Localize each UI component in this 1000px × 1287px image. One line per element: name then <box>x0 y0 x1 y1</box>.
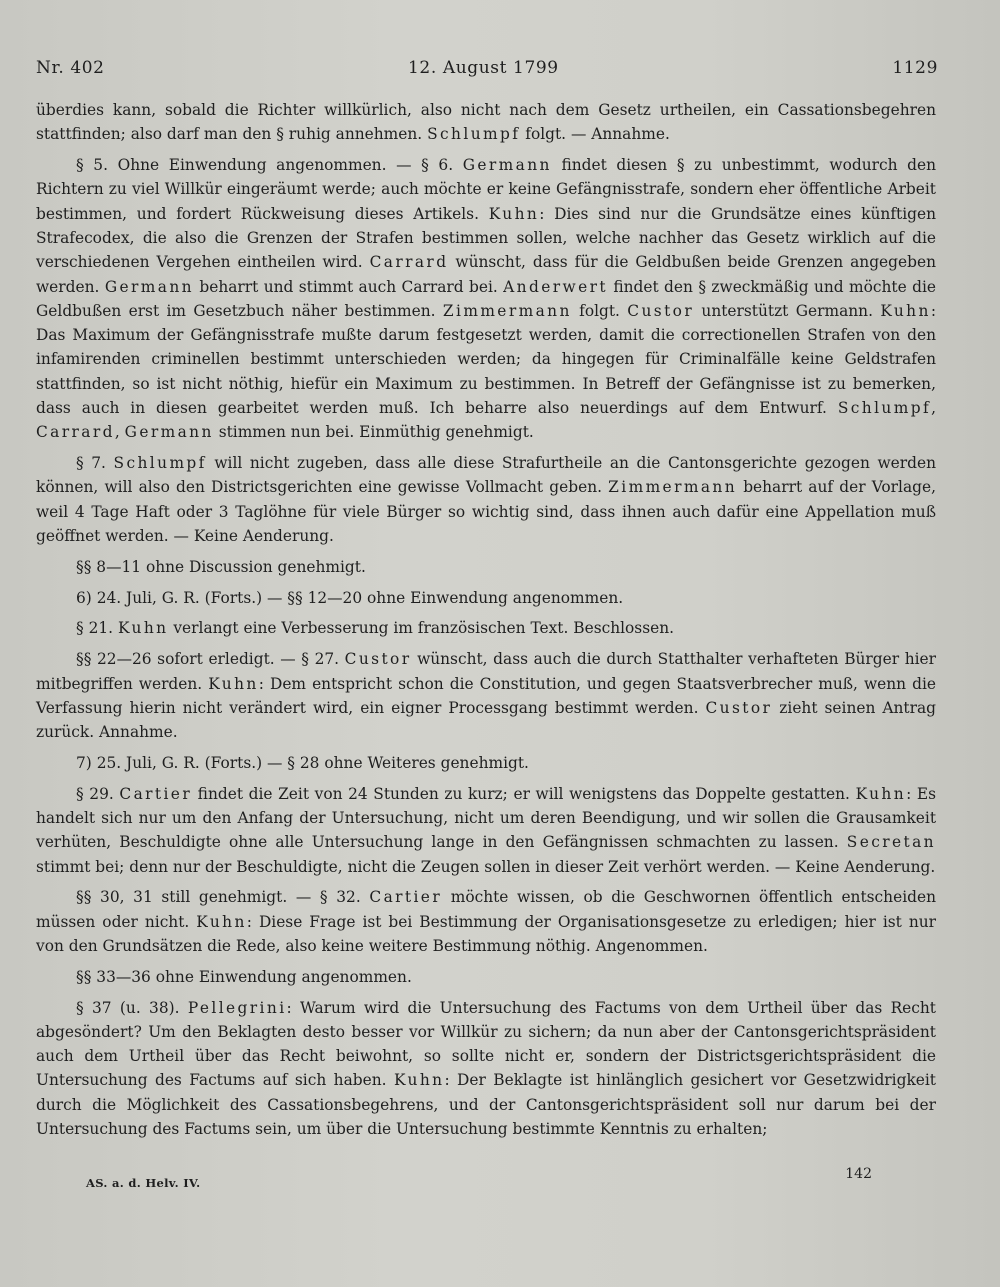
speaker-name: Cartier <box>369 888 443 907</box>
paragraph <box>36 751 936 775</box>
paragraph <box>36 555 936 579</box>
text-run: möchte wissen, ob die Geschwornen öffentlich entscheiden müssen oder nicht. <box>36 888 936 931</box>
paragraph <box>36 647 936 744</box>
paragraph <box>36 586 936 610</box>
text-run: stimmen nun bei. Einmüthig genehmigt. <box>213 423 534 442</box>
text-run: verlangt eine Verbesserung im französischen Text. Beschlossen. <box>168 619 675 638</box>
speaker-name: Zimmermann <box>442 301 572 320</box>
speaker-name: Schlumpf <box>837 399 932 418</box>
speaker-name: Kuhn <box>208 674 259 693</box>
text-run: : Dem entspricht schon die Constitution, und gegen Staatsverbrecher muß, wenn die Verfassung hierin nicht verändert wird, ein eigner Processgang bestimmt werden. <box>36 674 936 717</box>
speaker-name: Schlumpf <box>427 125 521 144</box>
speaker-name: Custor <box>344 650 412 669</box>
paragraph <box>36 616 936 640</box>
paragraph <box>36 98 936 147</box>
speaker-name: Kuhn <box>196 912 247 931</box>
speaker-name: Cartier <box>119 784 193 803</box>
text-run: § 29. <box>76 784 120 803</box>
text-run: will nicht zugeben, dass alle diese Strafurtheile an die Cantonsgerichte gezogen werden können, will also den Districtsgerichten eine gewisse Vollmacht geben. <box>36 454 936 497</box>
text-run: folgt. — Annahme. <box>520 125 670 144</box>
speaker-name: Kuhn <box>393 1071 445 1090</box>
text-run: § 5. Ohne Einwendung angenommen. — § 6. <box>76 156 463 175</box>
text-run: überdies kann, sobald die Richter willkürlich, also nicht nach dem Gesetz urtheilen, ein Cassationsbegehren stattfinden; also darf man den § ruhig annehmen. <box>36 101 936 144</box>
text-run: unterstützt Germann. <box>694 301 881 320</box>
text-run: § 7. <box>76 454 114 473</box>
text-run: § 21. <box>76 619 118 638</box>
speaker-name: Schlumpf <box>113 454 207 473</box>
document-number: Nr. 402 <box>36 58 105 78</box>
text-run: , <box>114 423 125 442</box>
speaker-name: Kuhn <box>855 784 907 803</box>
text-run: findet den § zweckmäßig und möchte die Geldbußen erst im Gesetzbuch näher bestimmen. <box>36 277 937 320</box>
text-run: beharrt und stimmt auch Carrard bei. <box>193 277 504 296</box>
body-text <box>36 98 936 1148</box>
text-run: findet die Zeit von 24 Stunden zu kurz; er will wenigstens das Doppelte gestatten. <box>192 784 856 803</box>
paragraph <box>36 996 936 1142</box>
speaker-name: Kuhn <box>117 619 169 638</box>
text-run: §§ 22—26 sofort erledigt. — § 27. <box>76 650 345 669</box>
text-run: wünscht, dass auch die durch Statthalter verhafteten Bürger hier mitbegriffen werden. <box>36 650 937 693</box>
speaker-name: Custor <box>627 301 695 320</box>
text-run: zieht seinen Antrag zurück. Annahme. <box>36 698 937 742</box>
text-run: findet diesen § zu unbestimmt, wodurch den Richtern zu viel Willkür eingeräumt werde; auch möchte er keine Gefängnisstrafe, sondern eher öffentliche Arbeit bestimmen, und fordert Rückweisung dieses Artikels. <box>36 156 936 223</box>
text-run: stimmt bei; denn nur der Beschuldigte, nicht die Zeugen sollen in dieser Zeit verhört werden. — Keine Aenderung. <box>36 857 936 876</box>
speaker-name: Kuhn <box>880 301 931 320</box>
speaker-name: Germann <box>104 277 194 296</box>
speaker-name: Zimmermann <box>608 478 738 497</box>
paragraph <box>36 153 936 445</box>
text-run: : Warum wird die Untersuchung des Factums von dem Urtheil über das Recht abgesöndert? Um den Beklagten desto besser vor Willkür zu sichern; da nun aber der Cantonsgerichtspräsident auch dem Urtheil über das Recht beiwohnt, so sollte nicht er, sondern der Districtsgerichtspräsident die Untersuchung des Factums auf sich haben. <box>36 998 936 1090</box>
text-run: folgt. <box>571 301 628 320</box>
page-header <box>36 58 938 84</box>
signature-number: 142 <box>845 1166 872 1182</box>
text-run: § 37 (u. 38). <box>76 998 188 1017</box>
speaker-name: Germann <box>124 423 214 442</box>
text-run: , <box>931 399 936 418</box>
text-run: : Der Beklagte ist hinlänglich gesichert vor Gesetzwidrigkeit durch die Möglichkeit des Cassationsbegehrens, und der Cantonsgerichtspräsident soll nur darum bei der Untersuchung des Factums sein, um über die Untersuchung bestimmte Kenntnis zu erhalten; <box>36 1071 936 1139</box>
speaker-name: Carrard <box>369 253 449 272</box>
header-date: 12. August 1799 <box>408 58 559 78</box>
text-run: 6) 24. Juli, G. R. (Forts.) — §§ 12—20 ohne Einwendung angenommen. <box>76 588 624 607</box>
signature-mark: AS. a. d. Helv. IV. <box>86 1176 201 1190</box>
speaker-name: Pellegrini <box>187 998 287 1017</box>
speaker-name: Secretan <box>846 833 936 852</box>
speaker-name: Kuhn <box>488 204 540 223</box>
page-number: 1129 <box>892 58 938 78</box>
text-run: beharrt auf der Vorlage, weil 4 Tage Haft oder 3 Taglöhne für viele Bürger so wichtig sind, dass ihnen auch dafür eine Appellation muß geöffnet werden. — Keine Aenderung. <box>36 478 936 546</box>
text-run: §§ 33—36 ohne Einwendung angenommen. <box>76 967 412 986</box>
text-run: §§ 30, 31 still genehmigt. — § 32. <box>76 888 370 907</box>
speaker-name: Germann <box>462 156 552 175</box>
speaker-name: Anderwert <box>503 277 608 296</box>
page-footer <box>36 1166 936 1206</box>
speaker-name: Custor <box>705 698 773 717</box>
text-run: : Es handelt sich nur um den Anfang der Untersuchung, nicht um deren Beendigung, und wir sollen die Grausamkeit verhüten, Beschuldigte ohne alle Untersuchung lange in den Gefängnissen schmachten zu lassen. <box>36 784 936 852</box>
text-run: : Das Maximum der Gefängnisstrafe mußte darum festgesetzt werden, damit die correctionellen Strafen von den infamirenden criminellen bestimmt unterschieden werden; da hingegen für Criminalfälle keine Geldstrafen stattfinden, so ist nicht nöthig, hiefür ein Maximum zu bestimmen. In Betreff der Gefängnisse ist zu bemerken, dass auch in diesen gearbeitet werden muß. Ich beharre also neuerdings auf dem Entwurf. <box>36 301 936 418</box>
text-run: wünscht, dass für die Geldbußen beide Grenzen angegeben werden. <box>36 253 936 296</box>
text-run: §§ 8—11 ohne Discussion genehmigt. <box>76 557 366 576</box>
paragraph <box>36 782 936 879</box>
text-run: : Dies sind nur die Grundsätze eines künftigen Strafecodex, die also die Grenzen der Strafen bestimmen sollen, welche nachher das Gesetz wirklich auf die verschiedenen Vergehen eintheilen wird. <box>36 204 937 272</box>
paragraph <box>36 885 936 958</box>
paragraph <box>36 451 936 548</box>
text-run: 7) 25. Juli, G. R. (Forts.) — § 28 ohne Weiteres genehmigt. <box>76 753 529 772</box>
text-run: : Diese Frage ist bei Bestimmung der Organisationsgesetze zu erledigen; hier ist nur von den Grundsätzen die Rede, also keine weitere Bestimmung nöthig. Angenommen. <box>36 912 937 955</box>
speaker-name: Carrard <box>36 423 115 442</box>
paragraph <box>36 965 936 989</box>
